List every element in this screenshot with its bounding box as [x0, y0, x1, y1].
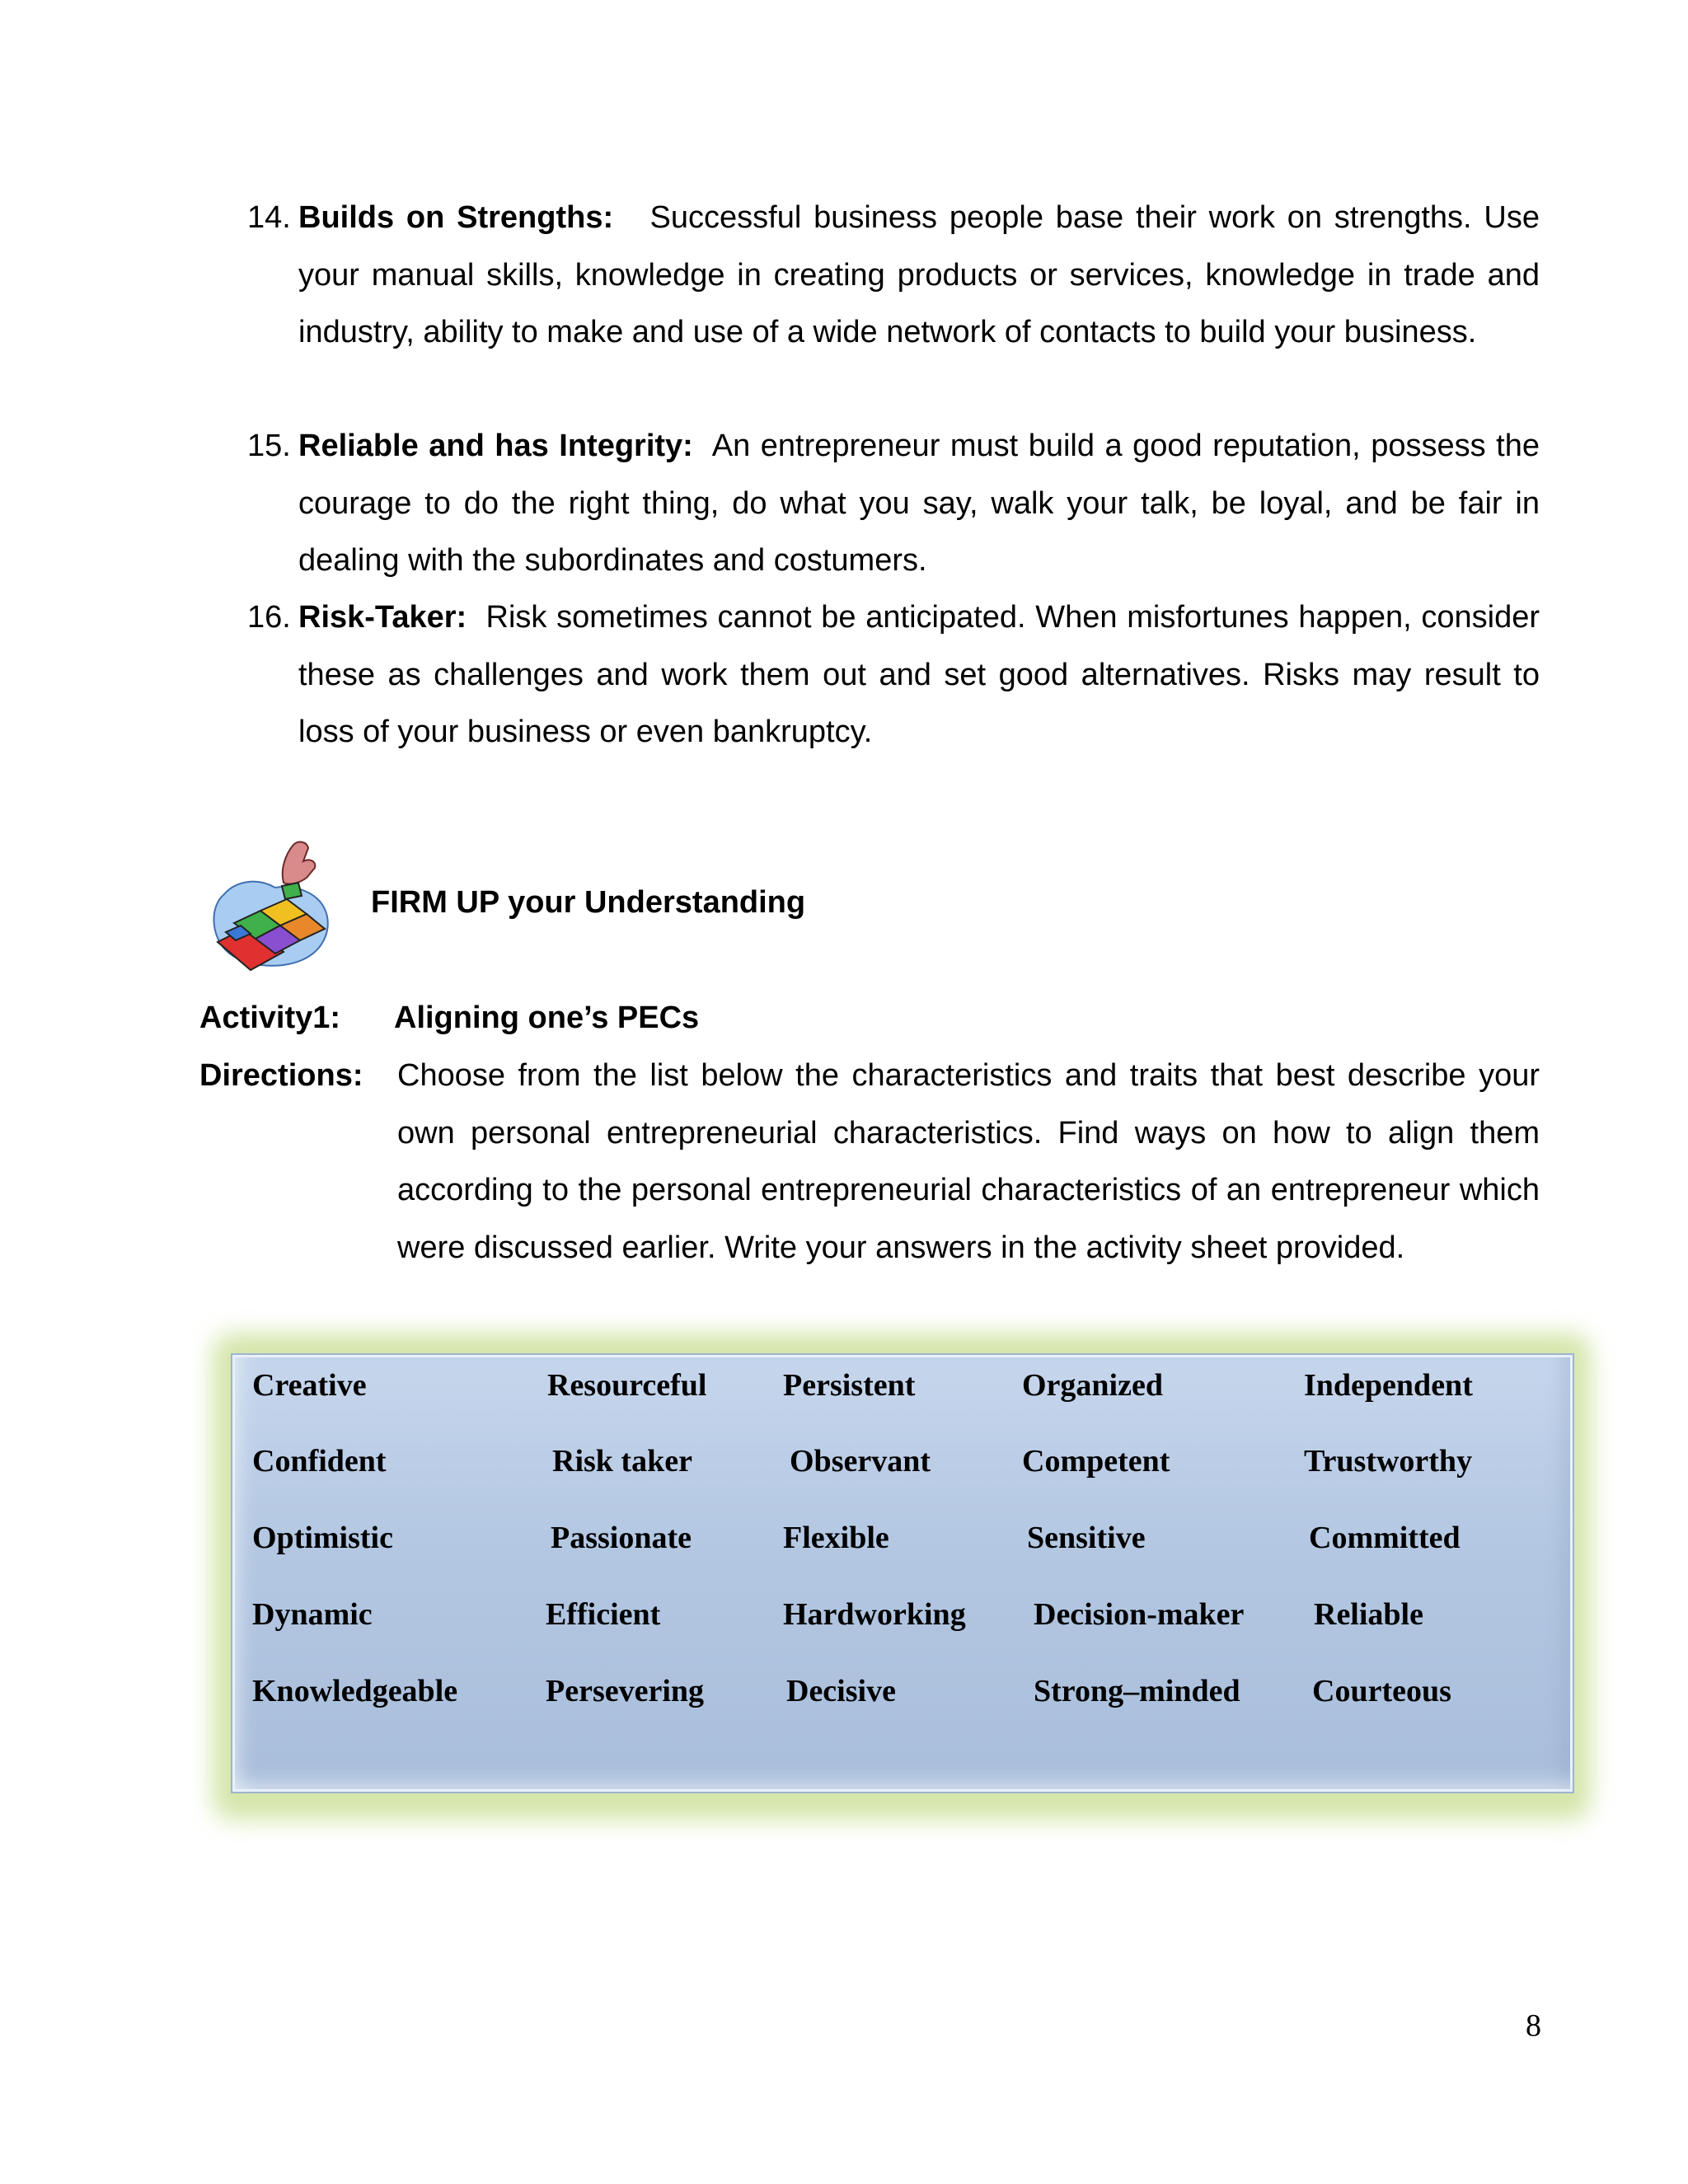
trait-item: Dynamic	[252, 1597, 373, 1632]
activity-label: Activity1:	[199, 1001, 341, 1035]
trait-item: Hardworking	[783, 1597, 966, 1632]
trait-item: Committed	[1309, 1521, 1461, 1555]
list-item-text: An entrepreneur must build a good reputation, possess the courage to do the right thing, do what you say, walk your talk, be loyal, and be fair in dealing with the subordinates and costumers.	[298, 429, 1540, 578]
list-number: 16.	[247, 600, 291, 635]
trait-item: Efficient	[546, 1597, 661, 1632]
list-number: 15.	[247, 429, 291, 463]
list-item-title: Reliable and has Integrity:	[298, 429, 693, 463]
trait-item: Persevering	[546, 1674, 705, 1708]
trait-item: Strong–minded	[1034, 1674, 1240, 1708]
list-item-title: Builds on Strengths:	[298, 200, 614, 235]
puzzle-hand-icon	[201, 837, 341, 977]
page-number: 8	[1526, 2008, 1541, 2043]
trait-item: Optimistic	[252, 1521, 393, 1555]
directions-text: Choose from the list below the characteristics and traits that best describe your own personal entrepreneurial characteristics. Find ways on how to align them according to the personal entrepreneurial characteristics of an entrepreneur which were discussed earlier. Write your answers in the activity sheet provided.	[397, 1058, 1540, 1265]
trait-item: Risk taker	[552, 1444, 692, 1479]
list-item-14	[247, 190, 1540, 362]
trait-item: Sensitive	[1027, 1521, 1146, 1555]
trait-item: Competent	[1022, 1444, 1170, 1479]
directions-label: Directions:	[199, 1058, 363, 1093]
trait-item: Decision-maker	[1034, 1597, 1245, 1632]
list-item-16	[247, 589, 1540, 762]
list-item-text: Successful business people base their work on strengths. Use your manual skills, knowledge in creating products or services, knowledge in trade and industry, ability to make and use of a wide network of contacts to build your business.	[298, 200, 1540, 349]
trait-item: Courteous	[1312, 1674, 1451, 1708]
trait-item: Flexible	[783, 1521, 889, 1555]
list-number: 14.	[247, 200, 291, 235]
trait-item: Knowledgeable	[252, 1674, 458, 1708]
traits-box	[231, 1353, 1574, 1793]
trait-item: Resourceful	[547, 1368, 707, 1403]
trait-item: Persistent	[783, 1368, 916, 1403]
trait-item: Confident	[252, 1444, 387, 1479]
list-item-text: Risk sometimes cannot be anticipated. When misfortunes happen, consider these as challenges and work them out and set good alternatives. Risks may result to loss of your business or even bankruptcy.	[298, 600, 1540, 749]
trait-item: Decisive	[786, 1674, 896, 1708]
trait-item: Trustworthy	[1304, 1444, 1473, 1479]
list-item-15	[247, 418, 1540, 590]
list-item-title: Risk-Taker:	[298, 600, 467, 635]
activity-title: Aligning one’s PECs	[394, 1001, 700, 1035]
trait-item: Reliable	[1314, 1597, 1423, 1632]
trait-item: Organized	[1022, 1368, 1163, 1403]
section-title: FIRM UP your Understanding	[371, 885, 806, 920]
trait-item: Observant	[790, 1444, 931, 1479]
trait-item: Independent	[1304, 1368, 1473, 1403]
trait-item: Creative	[252, 1368, 367, 1403]
trait-item: Passionate	[551, 1521, 692, 1555]
